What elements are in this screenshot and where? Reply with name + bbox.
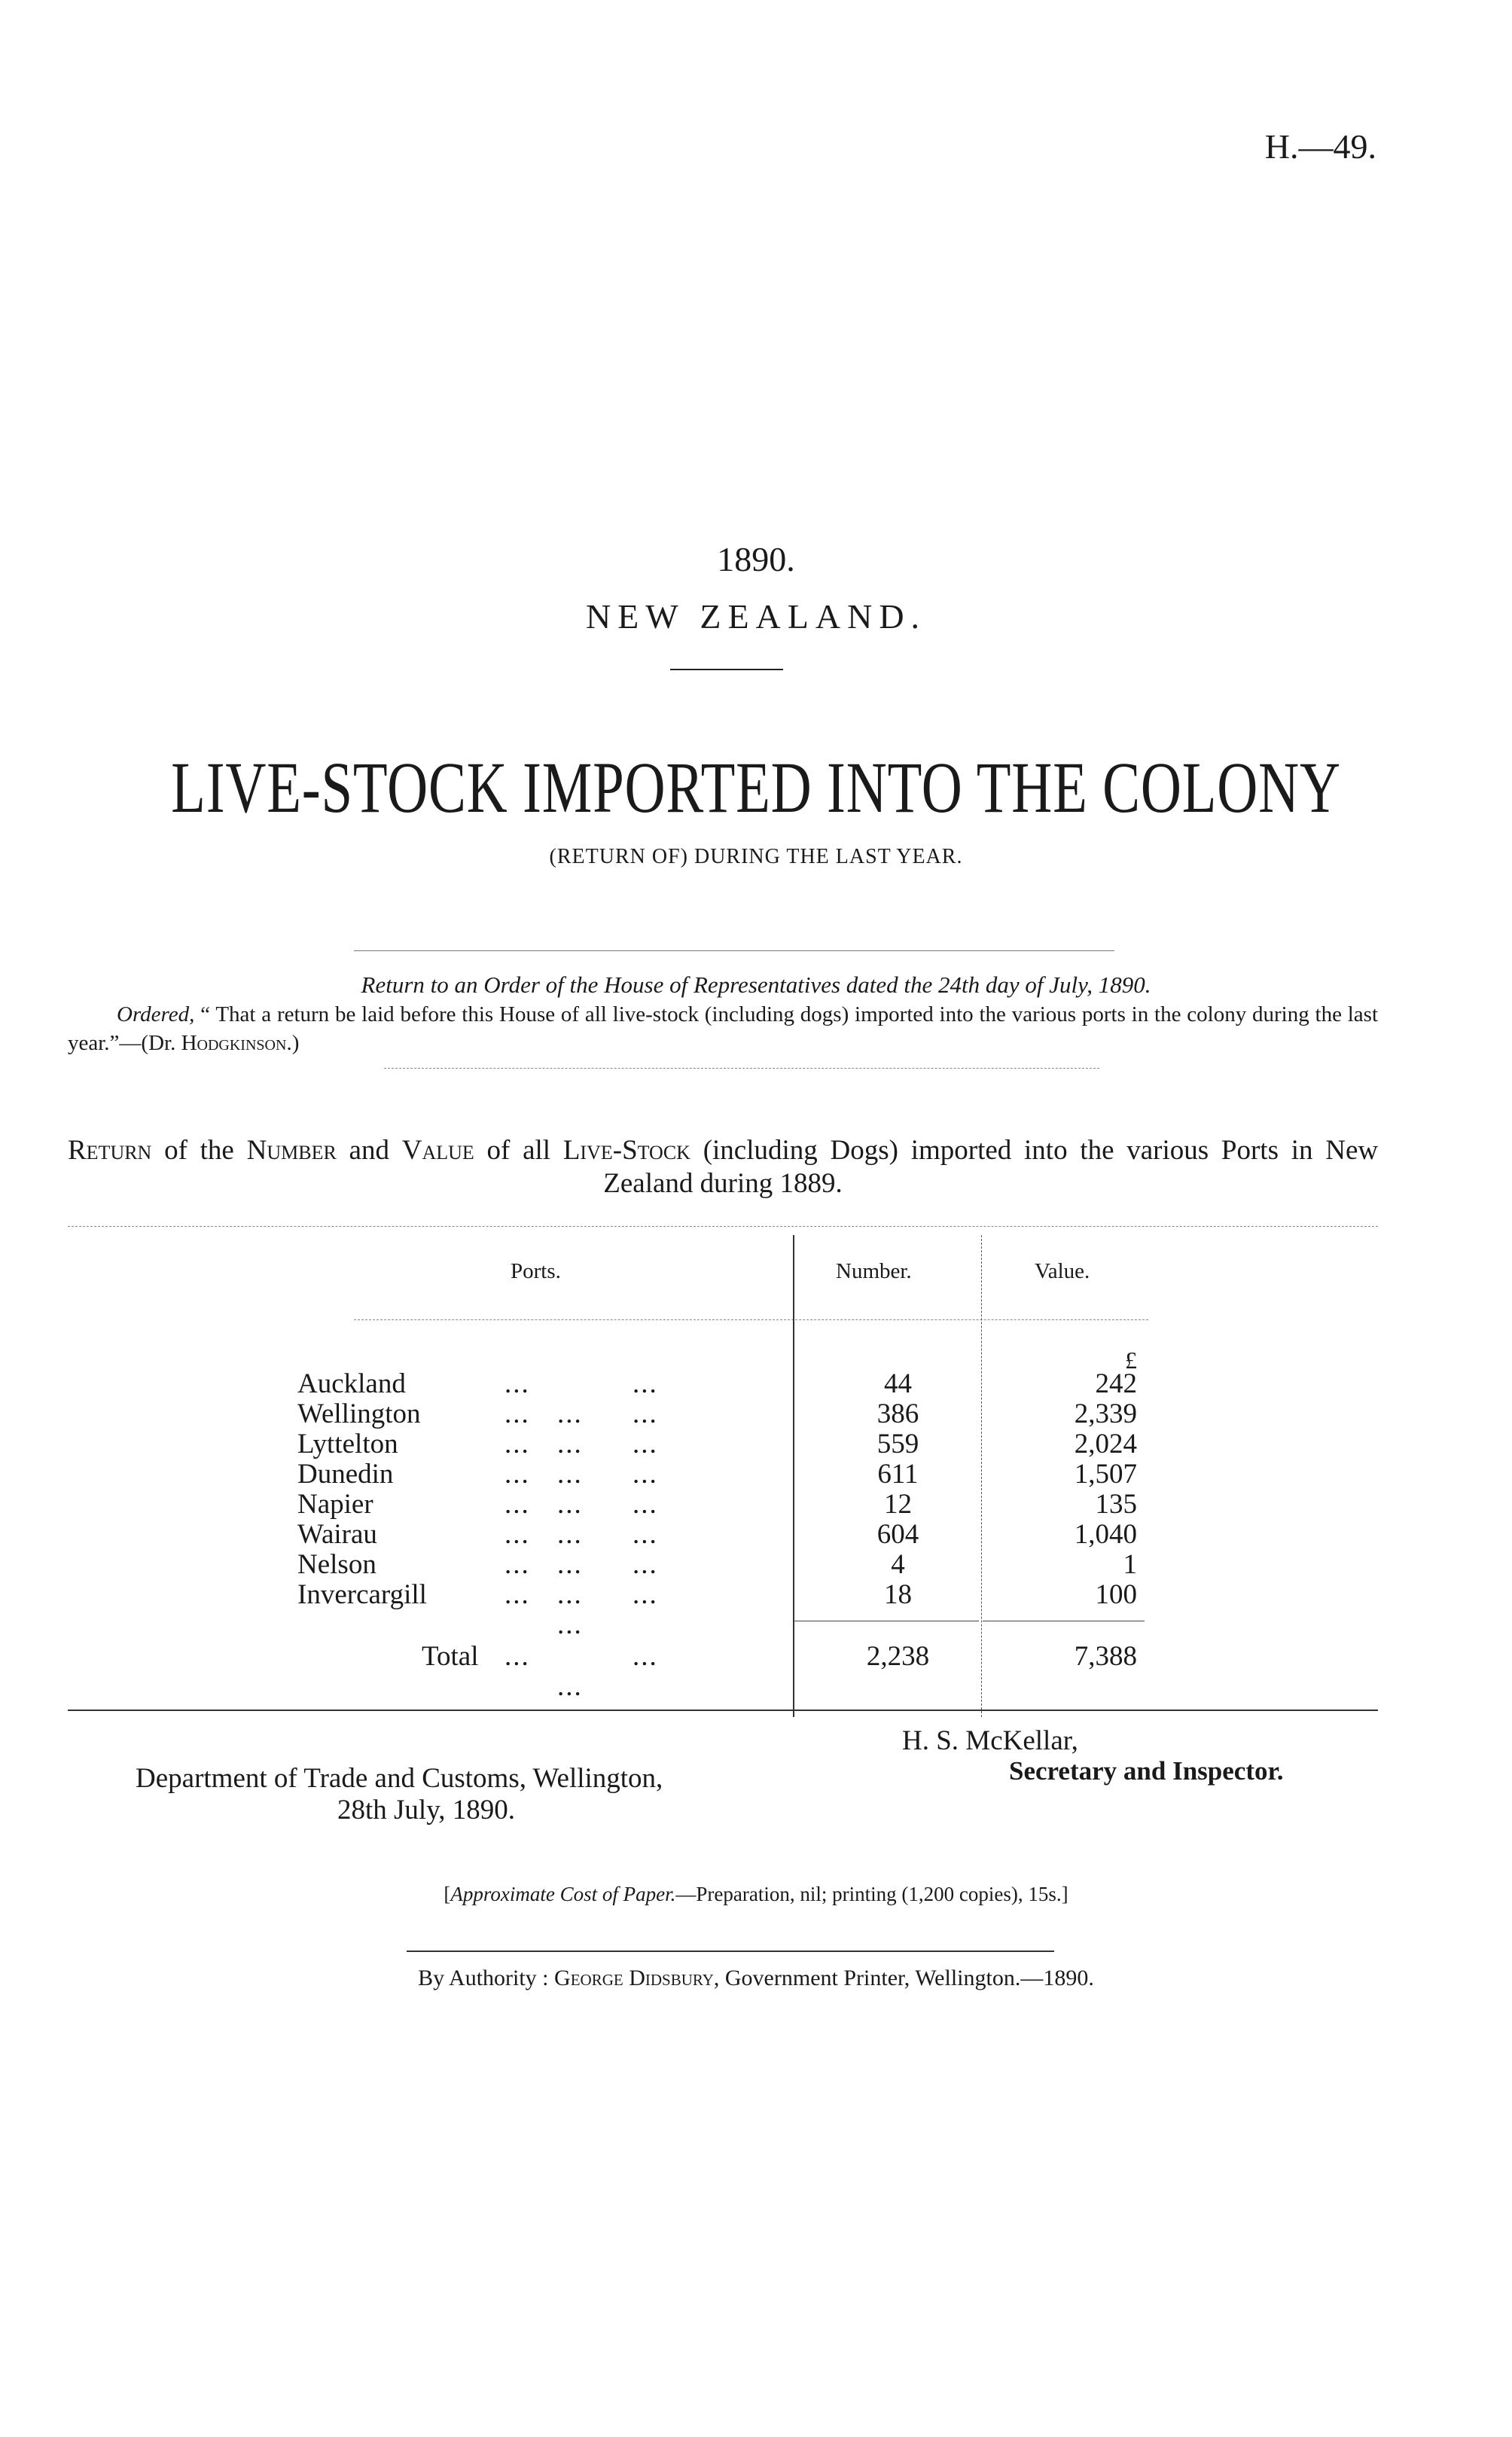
- table-row-number: 386: [876, 1398, 919, 1429]
- table-row-port: Lyttelton: [297, 1429, 398, 1459]
- divider: [407, 1951, 1054, 1952]
- return-word: of all: [486, 1135, 551, 1166]
- table-row-number: 611: [877, 1459, 919, 1490]
- leader-dots: ...: [557, 1549, 583, 1580]
- leader-dots: ...: [557, 1459, 583, 1490]
- printer-prefix: By Authority :: [418, 1966, 549, 1990]
- total-label: Total: [422, 1641, 479, 1672]
- currency-symbol: £: [1125, 1347, 1137, 1374]
- return-word: and: [349, 1135, 389, 1166]
- signer-name: [902, 1725, 1078, 1757]
- divider: [384, 1068, 1099, 1069]
- printer-name: George Didsbury: [554, 1966, 714, 1990]
- divider: [354, 950, 1114, 951]
- header-value: Value.: [1035, 1259, 1090, 1283]
- leader-dots: ...: [557, 1489, 583, 1520]
- return-word: Value: [401, 1135, 474, 1166]
- table-top-rule: [68, 1226, 1378, 1227]
- document-reference: H.—49.: [1264, 127, 1376, 166]
- table-row-number: 12: [884, 1489, 912, 1520]
- table-row-number: 18: [884, 1579, 912, 1610]
- header-rule: [354, 1319, 1148, 1320]
- leader-dots: ...: [557, 1429, 583, 1459]
- leader-dots: ...: [557, 1519, 583, 1550]
- order-reference: Return to an Order of the House of Representatives dated the 24th day of July, 1890.: [361, 971, 1151, 998]
- leader-dots: ...: [633, 1429, 658, 1459]
- leader-dots: ...: [505, 1519, 530, 1550]
- column-divider: [793, 1235, 794, 1717]
- table-row-value: 1,507: [1074, 1459, 1137, 1490]
- table-row-port: Wairau: [297, 1519, 377, 1550]
- printer-line: [0, 1966, 1512, 1991]
- leader-dots: [505, 1580, 791, 1640]
- table-bottom-rule: [68, 1710, 1378, 1711]
- table-row-port: Nelson: [297, 1549, 376, 1580]
- leader-dots: ...: [633, 1459, 658, 1490]
- country-heading: NEW ZEALAND.: [585, 597, 927, 636]
- printer-rest: , Government Printer, Wellington.—1890.: [713, 1966, 1094, 1990]
- divider: [670, 669, 783, 670]
- ordered-label: Ordered,: [117, 1002, 195, 1026]
- department-line: Department of Trade and Customs, Wellington,: [136, 1763, 663, 1794]
- return-word: Return: [68, 1135, 152, 1166]
- return-word: Live-Stock: [562, 1135, 690, 1166]
- table-row-value: 242: [1095, 1368, 1137, 1399]
- leader-dots: ...: [505, 1368, 530, 1399]
- leader-dots: ...: [633, 1641, 658, 1672]
- table-row-value: 1: [1123, 1549, 1137, 1580]
- leader-dots: ...: [505, 1429, 530, 1459]
- leader-dots: ...: [505, 1549, 530, 1580]
- leader-dots: ...: [557, 1398, 583, 1429]
- ordered-body: “ That a return be laid before this House of all live-stock (including dogs) imported into the various ports in the colony during the last year.”—(Dr.: [68, 1002, 1379, 1055]
- signer-title: Secretary and Inspector.: [1009, 1756, 1284, 1786]
- leader-dots: ...: [633, 1398, 658, 1429]
- cost-text: —Preparation, nil; printing (1,200 copies), 15s.: [675, 1883, 1062, 1905]
- leader-dots: ...: [505, 1641, 530, 1672]
- leader-dots: ...: [557, 1671, 583, 1702]
- return-word: Number: [246, 1135, 337, 1166]
- leader-dots: ...: [557, 1609, 583, 1640]
- table-row-port: Napier: [297, 1489, 373, 1520]
- page-subtitle: (RETURN OF) DURING THE LAST YEAR.: [549, 845, 963, 868]
- leader-dots: ...: [505, 1459, 530, 1490]
- table-row-number: 44: [884, 1368, 912, 1399]
- table-row-port: Wellington: [297, 1398, 421, 1429]
- order-text: [68, 1000, 1378, 1057]
- cost-note: [Approximate Cost of Paper.—Preparation, nil; printing (1,200 copies), 15s.]: [444, 1883, 1068, 1905]
- table-row-value: 1,040: [1074, 1519, 1137, 1550]
- signer-name-text: H. S. McKellar,: [902, 1725, 1078, 1756]
- cost-label: Approximate Cost of Paper.: [450, 1883, 676, 1905]
- table-row-value: 100: [1095, 1579, 1137, 1610]
- ordered-name: Hodgkinson: [181, 1031, 287, 1055]
- header-number: Number.: [836, 1259, 912, 1283]
- publication-year: 1890.: [717, 540, 795, 578]
- return-word: of the: [164, 1135, 234, 1166]
- table-row-number: 604: [876, 1519, 919, 1550]
- total-value: 7,388: [1074, 1641, 1137, 1672]
- leader-dots: ...: [633, 1368, 658, 1399]
- table-row-number: 559: [876, 1429, 919, 1459]
- ordered-close: .): [286, 1031, 300, 1055]
- leader-dots: ...: [505, 1398, 530, 1429]
- table-row-value: 2,339: [1074, 1398, 1137, 1429]
- return-word: (including Dogs) imported into the various Ports in New Zealand during 1889.: [603, 1135, 1379, 1199]
- leader-dots: ...: [633, 1489, 658, 1520]
- leader-dots: ...: [633, 1579, 658, 1610]
- total-number: 2,238: [866, 1641, 930, 1672]
- leader-dots: ...: [557, 1579, 583, 1610]
- table-row-port: Invercargill: [297, 1579, 427, 1610]
- header-ports: Ports.: [511, 1259, 561, 1283]
- table-row-value: 135: [1095, 1489, 1137, 1520]
- return-heading: [68, 1134, 1378, 1200]
- leader-dots: ...: [633, 1549, 658, 1580]
- table-row-port: Auckland: [297, 1368, 406, 1399]
- table-row-number: 4: [891, 1549, 905, 1580]
- table-row-value: 2,024: [1074, 1429, 1137, 1459]
- leader-dots: ...: [505, 1489, 530, 1520]
- leader-dots: [505, 1642, 791, 1702]
- table-row-port: Dunedin: [297, 1459, 394, 1490]
- signature-date: 28th July, 1890.: [337, 1795, 516, 1825]
- page-title: LIVE-STOCK IMPORTED INTO THE COLONY: [171, 747, 1341, 828]
- leader-dots: ...: [633, 1519, 658, 1550]
- leader-dots: ...: [505, 1579, 530, 1610]
